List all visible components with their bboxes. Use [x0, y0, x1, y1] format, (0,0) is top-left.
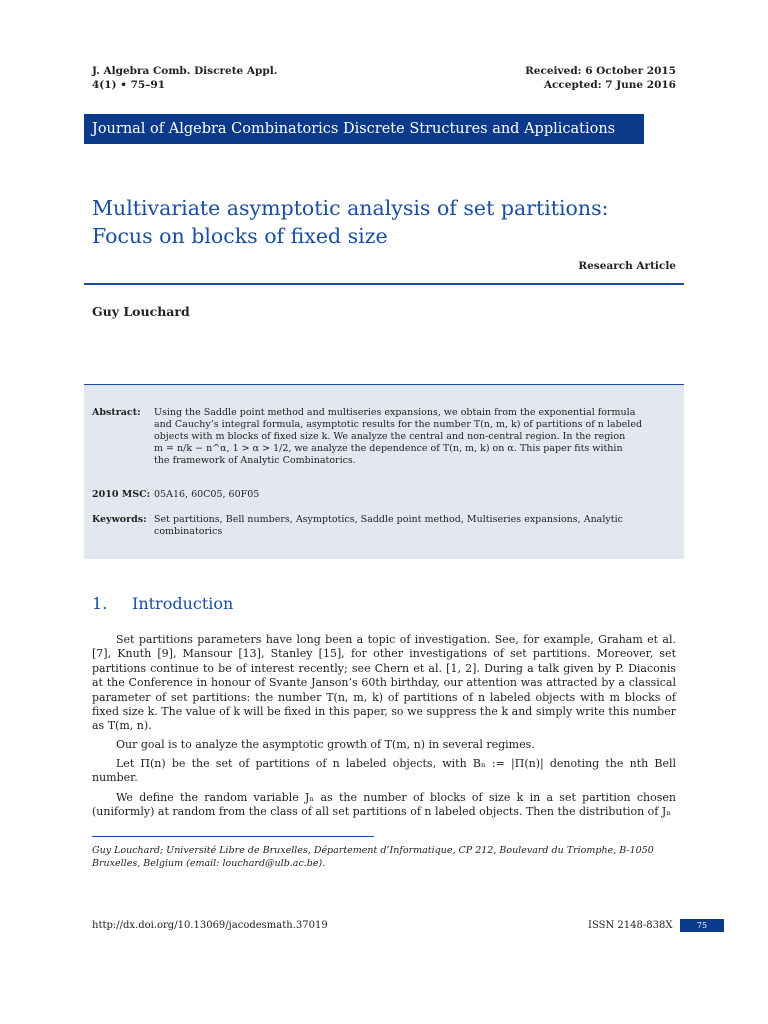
accepted-date: Accepted: 7 June 2016 [543, 79, 676, 91]
keywords-line: Set partitions, Bell numbers, Asymptotics, Saddle point method, Multiseries expansions, Analytic [154, 514, 623, 525]
keywords-line: combinatorics [154, 526, 223, 537]
section-title: Introduction [132, 594, 234, 613]
journal-name-banner: Journal of Algebra Combinatorics Discrete Structures and Applications [84, 114, 644, 144]
msc-value: 05A16, 60C05, 60F05 [154, 489, 260, 500]
msc-label: 2010 MSC: [92, 489, 151, 500]
keywords-label: Keywords: [92, 514, 147, 525]
article-type: Research Article [578, 260, 676, 272]
body-paragraph: Set partitions parameters have long been a topic of investigation. See, for example, Graham et al. [7], Knuth [9], Mansour [13], Stanley [15], for other investigations of set partitions. Moreover, set partitions continue to be of interest recently; see Chern et al. [1, 2]. During a talk given by P. Diaconis at the Conference in honour of Svante Janson’s 60th birthday, our attention was attracted by a classical parameter of set partitions: the number T(n, m, k) of partitions of n labeled objects with m blocks of fixed size k. The value of k will be fixed in this paper, so we suppress the k and simply write this number as T(m, n). [92, 633, 676, 733]
section-heading [92, 594, 233, 613]
journal-header-left [92, 64, 277, 92]
body-paragraph: We define the random variable Jₙ as the number of blocks of size k in a set partition chosen (uniformly) at random from the class of all set partitions of n labeled objects. Then the distribution of Jₙ [92, 791, 676, 819]
author-footnote: Guy Louchard; Université Libre de Bruxelles, Département d’Informatique, CP 212, Boulevard du Triomphe, B-1050 Bruxelles, Belgium (email: louchard@ulb.ac.be). [92, 845, 654, 869]
abstract-label: Abstract: [92, 407, 141, 418]
abstract-line: m = n/k − n^α, 1 > α > 1/2, we analyze the dependence of T(n, m, k) on α. This paper fits within [154, 443, 623, 454]
title-line-1: Multivariate asymptotic analysis of set partitions: [92, 196, 609, 220]
journal-header-right [525, 64, 676, 92]
issn: ISSN 2148-838X [588, 920, 673, 931]
paper-title [92, 194, 692, 250]
author-name: Guy Louchard [92, 304, 190, 319]
abstract-line: the framework of Analytic Combinatorics. [154, 455, 356, 466]
abstract-line: objects with m blocks of fixed size k. We analyze the central and non-central region. In the region [154, 431, 626, 442]
received-date: Received: 6 October 2015 [525, 65, 676, 77]
abstract-line: Using the Saddle point method and multiseries expansions, we obtain from the exponential formula [154, 407, 636, 418]
abstract-line: and Cauchy’s integral formula, asymptotic results for the number T(n, m, k) of partitions of n labeled [154, 419, 643, 430]
volume-pages: 4(1) • 75–91 [92, 79, 166, 91]
body-paragraph: Let Π(n) be the set of partitions of n labeled objects, with Bₙ := |Π(n)| denoting the nth Bell number. [92, 757, 676, 785]
title-line-2: Focus on blocks of fixed size [92, 224, 388, 248]
title-divider [84, 283, 684, 285]
footnote-rule [92, 836, 374, 837]
doi-link[interactable]: http://dx.doi.org/10.13069/jacodesmath.37019 [92, 920, 328, 931]
abstract-box [84, 384, 684, 559]
journal-abbreviation: J. Algebra Comb. Discrete Appl. [92, 65, 278, 77]
section-number: 1. [92, 594, 108, 613]
keywords-text [154, 514, 676, 538]
abstract-text [154, 407, 676, 467]
page-number: 75 [680, 919, 724, 932]
body-paragraph: Our goal is to analyze the asymptotic growth of T(m, n) in several regimes. [116, 738, 535, 751]
